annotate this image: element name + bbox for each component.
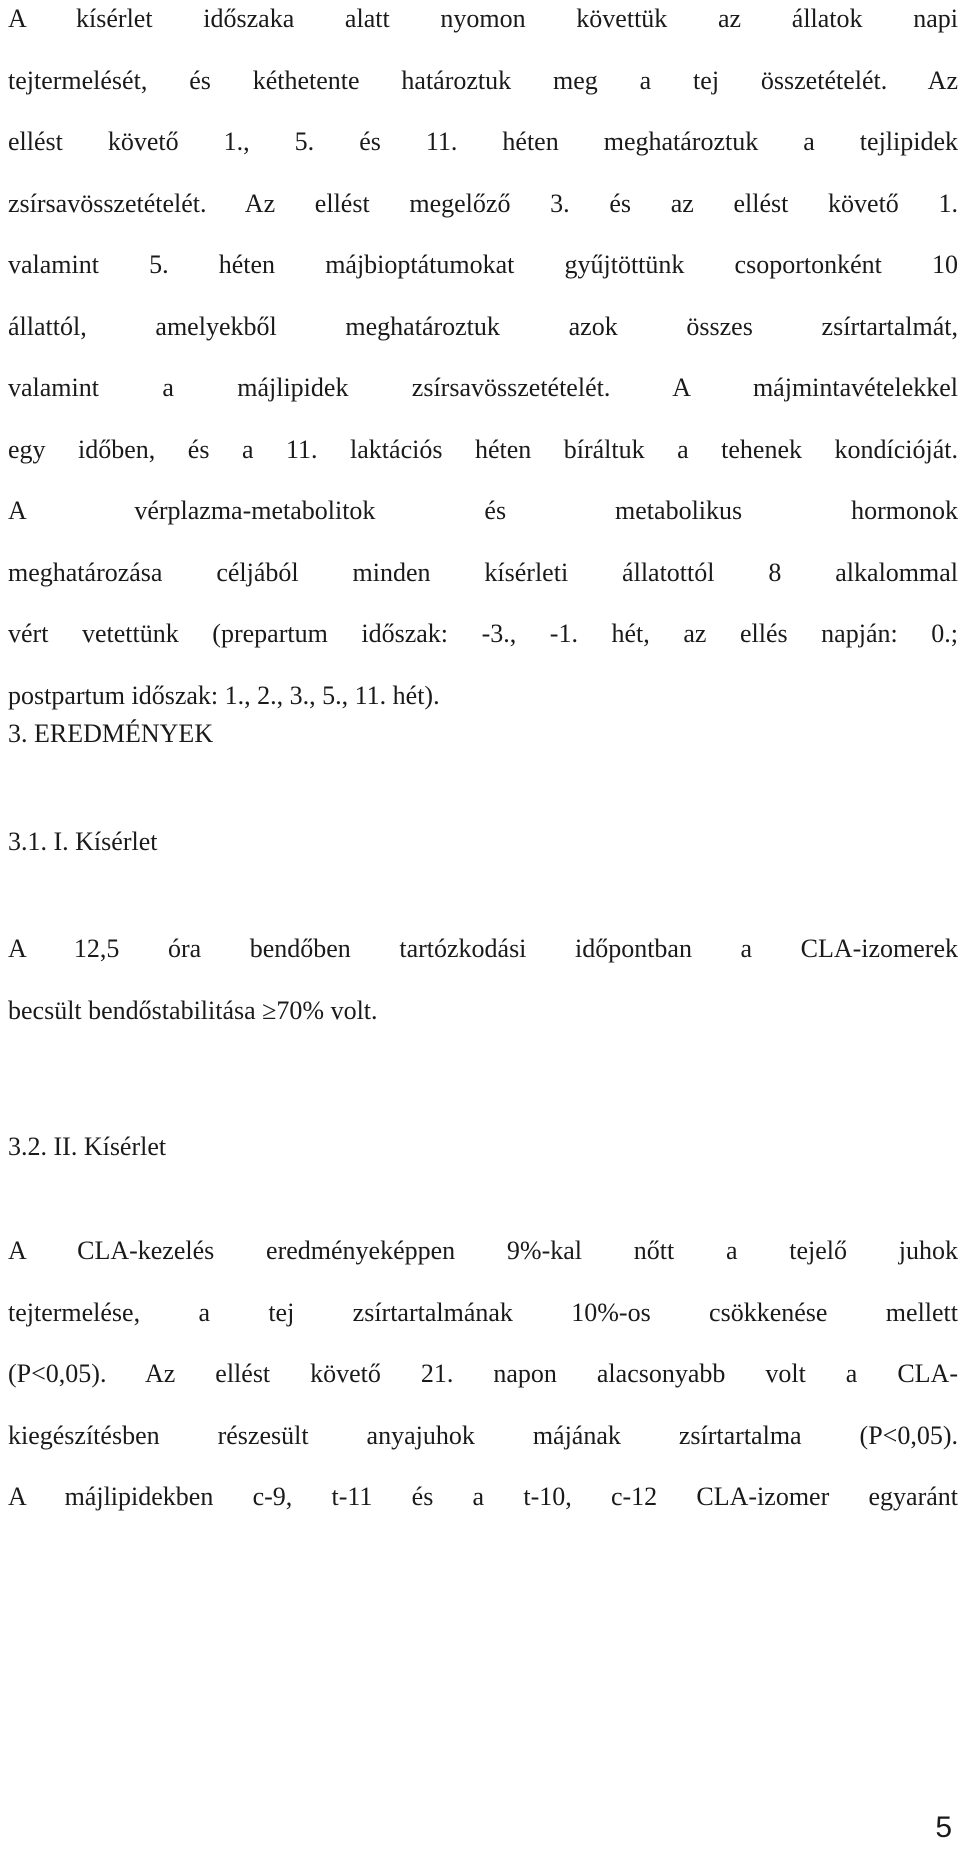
text-line: A 12,5 óra bendőben tartózkodási időpontban a CLA-izomerek <box>8 934 958 963</box>
subsection-heading: 3.2. II. Kísérlet <box>8 1132 167 1161</box>
text-line: A CLA-kezelés eredményeképpen 9%-kal nőtt a tejelő juhok <box>8 1236 958 1265</box>
subsection-heading: 3.1. I. Kísérlet <box>8 827 158 856</box>
methods-paragraph <box>8 0 958 726</box>
text-line: egy időben, és a 11. laktációs héten bíráltuk a tehenek kondícióját. <box>8 434 958 464</box>
text-line: tejtermelését, és kéthetente határoztuk meg a tej összetételét. Az <box>8 65 958 95</box>
text-line: valamint a májlipidek zsírsavösszetételét. A májmintavételekkel <box>8 373 958 402</box>
text-line: kiegészítésben részesült anyajuhok májának zsírtartalma (P<0,05). <box>8 1420 958 1450</box>
results-paragraph-1 <box>8 918 958 1041</box>
text-line: vért vetettünk (prepartum időszak: -3., -1. hét, az ellés napján: 0.; <box>8 619 958 648</box>
text-line: (P<0,05). Az ellést követő 21. napon alacsonyabb volt a CLA- <box>8 1359 958 1388</box>
text-line: meghatározása céljából minden kísérleti állatottól 8 alkalommal <box>8 557 958 587</box>
section-heading: 3. EREDMÉNYEK <box>8 719 214 748</box>
page-number: 5 <box>935 1811 952 1844</box>
results-paragraph-2 <box>8 1220 958 1528</box>
text-line: A kísérlet időszaka alatt nyomon követtük az állatok napi <box>8 4 958 33</box>
text-line: A vérplazma-metabolitok és metabolikus hormonok <box>8 496 958 525</box>
text-line: postpartum időszak: 1., 2., 3., 5., 11. hét). <box>8 680 440 710</box>
text-line: valamint 5. héten májbioptátumokat gyűjtöttünk csoportonként 10 <box>8 250 958 279</box>
text-line: becsült bendőstabilitása ≥70% volt. <box>8 995 378 1025</box>
text-line: ellést követő 1., 5. és 11. héten meghatároztuk a tejlipidek <box>8 127 958 156</box>
text-line: zsírsavösszetételét. Az ellést megelőző 3. és az ellést követő 1. <box>8 188 958 218</box>
text-line: tejtermelése, a tej zsírtartalmának 10%-os csökkenése mellett <box>8 1297 958 1327</box>
text-line: A májlipidekben c-9, t-11 és a t-10, c-12 CLA-izomer egyaránt <box>8 1482 958 1511</box>
text-line: állattól, amelyekből meghatároztuk azok összes zsírtartalmát, <box>8 311 958 341</box>
